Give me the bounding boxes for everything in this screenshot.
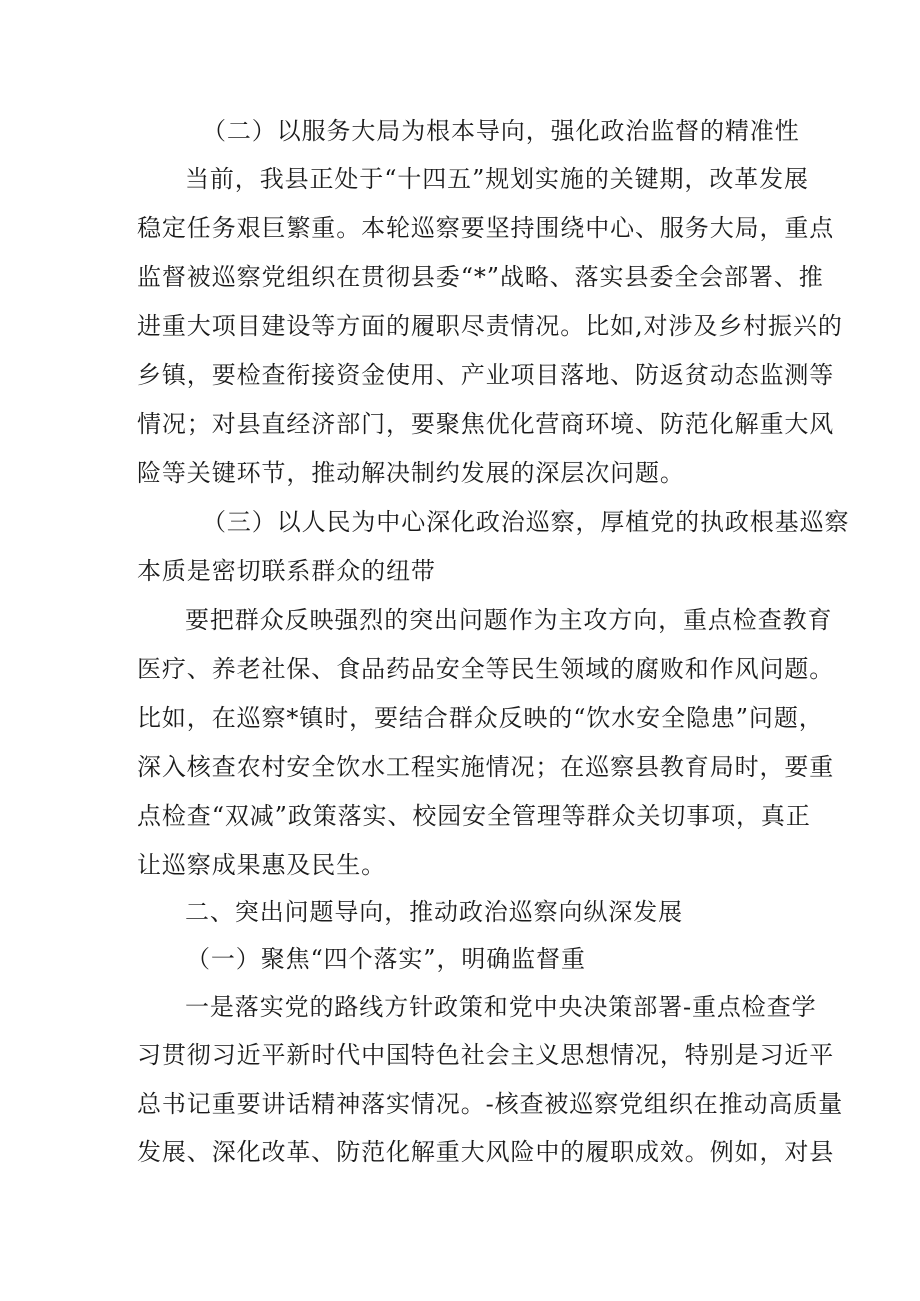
- paragraph-line: 稳定任务艰巨繁重。本轮巡察要坚持围绕中心、服务大局，重点: [137, 214, 835, 242]
- paragraph-line: 当前，我县正处于“十四五”规划实施的关键期，改革发展: [185, 165, 809, 193]
- paragraph-line: 习贯彻习近平新时代中国特色社会主义思想情况，特别是习近平: [137, 1041, 835, 1069]
- paragraph-line: 总书记重要讲话精神落实情况。-核查被巡察党组织在推动高质量: [137, 1090, 844, 1118]
- paragraph-line: 点检查“双减”政策落实、校园安全管理等群众关切事项，真正: [137, 802, 811, 830]
- paragraph-line: 要把群众反映强烈的突出问题作为主攻方向，重点检查教育: [185, 606, 833, 634]
- paragraph-line: 比如，在巡察*镇时，要结合群众反映的“饮水安全隐患”问题，: [137, 704, 824, 732]
- section-heading-3: （三）以人民为中心深化政治巡察，厚植党的执政根基巡察: [202, 508, 850, 536]
- section-heading-2: （二）以服务大局为根本导向，强化政治监督的精准性: [202, 117, 800, 145]
- paragraph-line: 一是落实党的路线方针政策和党中央决策部署-重点检查学: [185, 993, 817, 1021]
- paragraph-line: 情况；对县直经济部门，要聚焦优化营商环境、防范化解重大风: [137, 410, 835, 438]
- chapter-heading-2: 二、突出问题导向，推动政治巡察向纵深发展: [185, 898, 683, 926]
- paragraph-line: 深入核查农村安全饮水工程实施情况；在巡察县教育局时，要重: [137, 753, 835, 781]
- paragraph-line: 监督被巡察党组织在贯彻县委“*”战略、落实县委全会部署、推: [137, 263, 824, 291]
- paragraph-line: 让巡察成果惠及民生。: [137, 851, 386, 879]
- paragraph-line: 乡镇，要检查衔接资金使用、产业项目落地、防返贫动态监测等: [137, 361, 835, 389]
- subsection-heading-1: （一）聚焦“四个落实”，明确监督重: [186, 945, 586, 973]
- paragraph-line: 险等关键环节，推动解决制约发展的深层次问题。: [137, 459, 685, 487]
- paragraph-line: 医疗、养老社保、食品药品安全等民生领域的腐败和作风问题。: [137, 655, 835, 683]
- paragraph-line: 发展、深化改革、防范化解重大风险中的履职成效。例如，对县: [137, 1138, 835, 1166]
- paragraph-line: 进重大项目建设等方面的履职尽责情况。比如,对涉及乡村振兴的: [137, 312, 843, 340]
- section-heading-3-continued: 本质是密切联系群众的纽带: [137, 557, 436, 585]
